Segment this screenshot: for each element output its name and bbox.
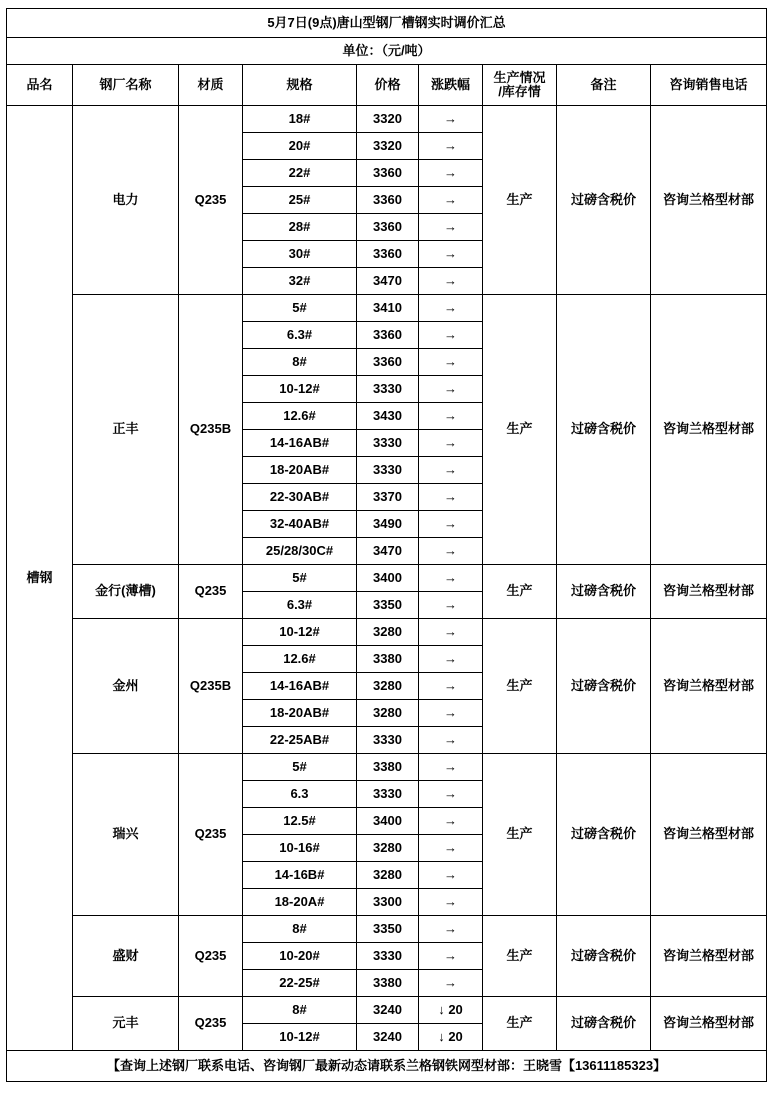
price-cell: 3360 (357, 241, 419, 268)
table-row (7, 754, 767, 781)
spec-cell: 18-20A# (243, 889, 357, 916)
mill-name-cell: 盛财 (73, 916, 179, 997)
price-cell: 3330 (357, 457, 419, 484)
price-cell: 3360 (357, 322, 419, 349)
note-cell: 过磅含税价 (557, 565, 651, 619)
price-cell: 3280 (357, 700, 419, 727)
spec-cell: 10-20# (243, 943, 357, 970)
price-cell: 3280 (357, 619, 419, 646)
table-row (7, 106, 767, 133)
change-flat-cell: → (419, 646, 483, 673)
table-row (7, 565, 767, 592)
header-row (7, 65, 767, 106)
production-status-cell: 生产 (483, 754, 557, 916)
change-flat-cell: → (419, 835, 483, 862)
note-cell: 过磅含税价 (557, 106, 651, 295)
change-flat-cell: → (419, 133, 483, 160)
price-cell: 3360 (357, 214, 419, 241)
price-cell: 3240 (357, 1024, 419, 1051)
material-cell: Q235B (179, 619, 243, 754)
price-cell: 3280 (357, 673, 419, 700)
material-cell: Q235 (179, 754, 243, 916)
spec-cell: 6.3# (243, 322, 357, 349)
note-cell: 过磅含税价 (557, 619, 651, 754)
change-flat-cell: → (419, 511, 483, 538)
header-phone: 咨询销售电话 (651, 65, 767, 106)
spec-cell: 10-12# (243, 376, 357, 403)
note-cell: 过磅含税价 (557, 295, 651, 565)
price-cell: 3320 (357, 106, 419, 133)
change-flat-cell: → (419, 808, 483, 835)
sales-phone-cell: 咨询兰格型材部 (651, 997, 767, 1051)
mill-name-cell: 元丰 (73, 997, 179, 1051)
price-cell: 3280 (357, 862, 419, 889)
spec-cell: 10-16# (243, 835, 357, 862)
note-cell: 过磅含税价 (557, 997, 651, 1051)
footer-row (7, 1051, 767, 1082)
header-note: 备注 (557, 65, 651, 106)
price-cell: 3380 (357, 646, 419, 673)
spec-cell: 20# (243, 133, 357, 160)
price-cell: 3330 (357, 430, 419, 457)
change-flat-cell: → (419, 106, 483, 133)
header-material: 材质 (179, 65, 243, 106)
spec-cell: 14-16AB# (243, 430, 357, 457)
spec-cell: 12.6# (243, 403, 357, 430)
price-cell: 3320 (357, 133, 419, 160)
header-production-line1: 生产情况 (493, 69, 546, 85)
change-flat-cell: → (419, 268, 483, 295)
spec-cell: 10-12# (243, 619, 357, 646)
price-cell: 3350 (357, 592, 419, 619)
price-cell: 3360 (357, 160, 419, 187)
table-row (7, 619, 767, 646)
spec-cell: 8# (243, 997, 357, 1024)
spec-cell: 14-16B# (243, 862, 357, 889)
table-row (7, 295, 767, 322)
change-flat-cell: → (419, 322, 483, 349)
spec-cell: 22-30AB# (243, 484, 357, 511)
spec-cell: 5# (243, 565, 357, 592)
price-cell: 3330 (357, 781, 419, 808)
change-flat-cell: → (419, 619, 483, 646)
change-down-cell: ↓ 20 (419, 997, 483, 1024)
change-flat-cell: → (419, 700, 483, 727)
mill-name-cell: 电力 (73, 106, 179, 295)
sales-phone-cell: 咨询兰格型材部 (651, 916, 767, 997)
production-status-cell: 生产 (483, 106, 557, 295)
spec-cell: 22-25AB# (243, 727, 357, 754)
price-cell: 3430 (357, 403, 419, 430)
spec-cell: 28# (243, 214, 357, 241)
title-row (7, 9, 767, 38)
spec-cell: 8# (243, 916, 357, 943)
spec-cell: 6.3 (243, 781, 357, 808)
spec-cell: 5# (243, 295, 357, 322)
unit-label: 单位：（元/吨） (7, 38, 767, 65)
change-down-cell: ↓ 20 (419, 1024, 483, 1051)
production-status-cell: 生产 (483, 916, 557, 997)
price-cell: 3360 (357, 349, 419, 376)
spec-cell: 12.5# (243, 808, 357, 835)
change-flat-cell: → (419, 187, 483, 214)
price-cell: 3470 (357, 268, 419, 295)
sales-phone-cell: 咨询兰格型材部 (651, 565, 767, 619)
change-flat-cell: → (419, 862, 483, 889)
sales-phone-cell: 咨询兰格型材部 (651, 106, 767, 295)
mill-name-cell: 正丰 (73, 295, 179, 565)
change-flat-cell: → (419, 673, 483, 700)
material-cell: Q235 (179, 565, 243, 619)
category-cell: 槽钢 (7, 106, 73, 1051)
spec-cell: 12.6# (243, 646, 357, 673)
change-flat-cell: → (419, 214, 483, 241)
note-cell: 过磅含税价 (557, 916, 651, 997)
spec-cell: 18-20AB# (243, 700, 357, 727)
spec-cell: 8# (243, 349, 357, 376)
production-status-cell: 生产 (483, 619, 557, 754)
header-production-line2: /库存情 (498, 84, 541, 99)
change-flat-cell: → (419, 160, 483, 187)
change-flat-cell: → (419, 970, 483, 997)
change-flat-cell: → (419, 889, 483, 916)
spec-cell: 22# (243, 160, 357, 187)
sales-phone-cell: 咨询兰格型材部 (651, 619, 767, 754)
sales-phone-cell: 咨询兰格型材部 (651, 295, 767, 565)
price-cell: 3360 (357, 187, 419, 214)
header-category: 品名 (7, 65, 73, 106)
change-flat-cell: → (419, 538, 483, 565)
price-cell: 3400 (357, 808, 419, 835)
price-cell: 3350 (357, 916, 419, 943)
header-spec: 规格 (243, 65, 357, 106)
price-cell: 3330 (357, 376, 419, 403)
change-flat-cell: → (419, 349, 483, 376)
price-cell: 3240 (357, 997, 419, 1024)
price-cell: 3330 (357, 727, 419, 754)
mill-name-cell: 金行(薄槽) (73, 565, 179, 619)
change-flat-cell: → (419, 754, 483, 781)
material-cell: Q235 (179, 997, 243, 1051)
price-cell: 3380 (357, 970, 419, 997)
header-change: 涨跌幅 (419, 65, 483, 106)
change-flat-cell: → (419, 484, 483, 511)
spec-cell: 32# (243, 268, 357, 295)
production-status-cell: 生产 (483, 295, 557, 565)
sheet-title: 5月7日(9点)唐山型钢厂槽钢实时调价汇总 (7, 9, 767, 38)
spec-cell: 14-16AB# (243, 673, 357, 700)
spec-cell: 25# (243, 187, 357, 214)
unit-row (7, 38, 767, 65)
change-flat-cell: → (419, 241, 483, 268)
mill-name-cell: 金州 (73, 619, 179, 754)
price-cell: 3380 (357, 754, 419, 781)
price-table (6, 8, 767, 1082)
spec-cell: 10-12# (243, 1024, 357, 1051)
change-flat-cell: → (419, 781, 483, 808)
change-flat-cell: → (419, 916, 483, 943)
price-cell: 3490 (357, 511, 419, 538)
production-status-cell: 生产 (483, 997, 557, 1051)
change-flat-cell: → (419, 943, 483, 970)
header-price: 价格 (357, 65, 419, 106)
change-flat-cell: → (419, 376, 483, 403)
price-cell: 3410 (357, 295, 419, 322)
price-cell: 3280 (357, 835, 419, 862)
material-cell: Q235 (179, 916, 243, 997)
material-cell: Q235 (179, 106, 243, 295)
sales-phone-cell: 咨询兰格型材部 (651, 754, 767, 916)
spec-cell: 22-25# (243, 970, 357, 997)
spec-cell: 25/28/30C# (243, 538, 357, 565)
change-flat-cell: → (419, 403, 483, 430)
header-mill: 钢厂名称 (73, 65, 179, 106)
table-row (7, 916, 767, 943)
header-production (483, 65, 557, 106)
spec-cell: 5# (243, 754, 357, 781)
price-cell: 3470 (357, 538, 419, 565)
material-cell: Q235B (179, 295, 243, 565)
footer-note: 【查询上述钢厂联系电话、咨询钢厂最新动态请联系兰格钢铁网型材部：王晓雪【13611185323】 (7, 1051, 767, 1082)
change-flat-cell: → (419, 565, 483, 592)
spec-cell: 18-20AB# (243, 457, 357, 484)
change-flat-cell: → (419, 592, 483, 619)
price-cell: 3330 (357, 943, 419, 970)
price-cell: 3300 (357, 889, 419, 916)
production-status-cell: 生产 (483, 565, 557, 619)
change-flat-cell: → (419, 727, 483, 754)
spec-cell: 18# (243, 106, 357, 133)
change-flat-cell: → (419, 457, 483, 484)
spec-cell: 30# (243, 241, 357, 268)
mill-name-cell: 瑞兴 (73, 754, 179, 916)
table-row (7, 997, 767, 1024)
price-cell: 3370 (357, 484, 419, 511)
change-flat-cell: → (419, 430, 483, 457)
change-flat-cell: → (419, 295, 483, 322)
spec-cell: 32-40AB# (243, 511, 357, 538)
spec-cell: 6.3# (243, 592, 357, 619)
price-cell: 3400 (357, 565, 419, 592)
note-cell: 过磅含税价 (557, 754, 651, 916)
